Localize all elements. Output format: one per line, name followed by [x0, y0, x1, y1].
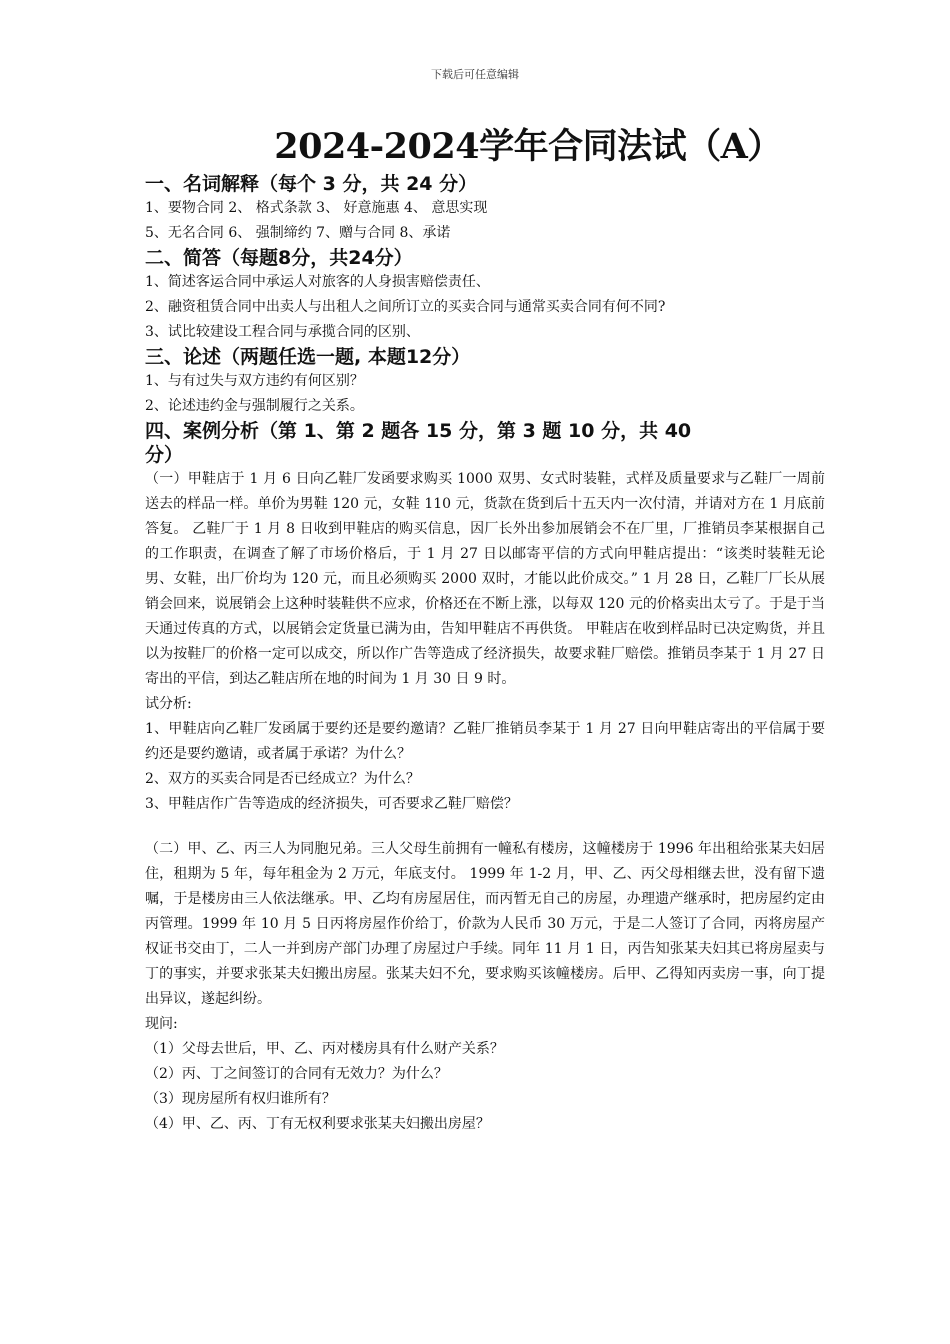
case-1-text: （一）甲鞋店于 1 月 6 日向乙鞋厂发函要求购买 1000 双男、女式时装鞋，式样及质量要求与乙鞋厂一周前送去的样品一样。单价为男鞋 120 元，女鞋 110 元，货款在货到后十五天内一次付清，并请对方在 1 月底前答复。 乙鞋厂于 1 月 8 日收到甲鞋店的购买信息，因厂长外出参加展销会不在厂里，厂推销员李某根据自己的工作职责，在调查了解了市场价格后，于 1 月 27 日以邮寄平信的方式向甲鞋店提出：“该类时装鞋无论男、女鞋，出厂价均为 120 元，而且必须购买 2000 双时，才能以此价成交。” 1 月 28 日，乙鞋厂厂长从展销会回来，说展销会上这种时装鞋供不应求，价格还在不断上涨，以每双 120 元的价格卖出太亏了。于是于当天通过传真的方式，以展销会定货量已满为由，告知甲鞋店不再供货。 甲鞋店在收到样品时已决定购货，并且以为按鞋厂的价格一定可以成交，所以作广告等造成了经济损失，故要求鞋厂赔偿。推销员李某于 1 月 27 日寄出的平信，到达乙鞋店所在地的时间为 1 月 30 日 9 时。	[145, 471, 825, 687]
header-note: 下载后可任意编辑	[431, 68, 519, 81]
case-2-text: （二）甲、乙、丙三人为同胞兄弟。三人父母生前拥有一幢私有楼房，这幢楼房于 1996 年出租给张某夫妇居住，租期为 5 年，每年租金为 2 万元，年底支付。 1999 年 1-2 月，甲、乙、丙父母相继去世，没有留下遗嘱，于是楼房由三人依法继承。甲、乙均有房屋居住，而丙暂无自己的房屋，办理遗产继承时，把房屋约定由丙管理。1999 年 10 月 5 日丙将房屋作价给丁，价款为人民币 30 万元，于是二人签订了合同，丙将房屋产权证书交由丁，二人一并到房产部门办理了房屋过户手续。同年 11 月 1 日，丙告知张某夫妇其已将房屋卖与丁的事实，并要求张某夫妇搬出房屋。张某夫妇不允，要求购买该幢楼房。后甲、乙得知丙卖房一事，向丁提出异议，遂起纠纷。	[145, 841, 825, 1007]
section-2-line: 2、融资租赁合同中出卖人与出租人之间所订立的买卖合同与通常买卖合同有何不同?	[145, 299, 666, 315]
section-4-heading: 四、案例分析（第 1、第 2 题各 15 分，第 3 题 10 分，共 40 分）	[145, 420, 692, 466]
section-2-heading: 二、简答（每题8分，共24分）	[145, 247, 413, 269]
case-2-prompt: 现问:	[145, 1016, 178, 1032]
page-title: 2024-2024学年合同法试（A）	[274, 126, 782, 167]
case-1-question: 2、双方的买卖合同是否已经成立？为什么？	[145, 771, 420, 787]
document-body	[145, 122, 825, 1137]
section-2-line: 3、试比较建设工程合同与承揽合同的区别、	[145, 324, 420, 340]
case-2-question: （4）甲、乙、丙、丁有无权利要求张某夫妇搬出房屋？	[145, 1116, 490, 1132]
case-1-prompt: 试分析:	[145, 696, 192, 712]
section-3-line: 1、与有过失与双方违约有何区别？	[145, 373, 364, 389]
section-3-line: 2、论述违约金与强制履行之关系。	[145, 398, 364, 414]
case-2-question: （1）父母去世后，甲、乙、丙对楼房具有什么财产关系？	[145, 1041, 504, 1057]
section-1-heading: 一、名词解释（每个 3 分，共 24 分）	[145, 173, 478, 195]
section-3-heading: 三、论述（两题任选一题, 本题12分）	[145, 346, 471, 368]
section-1-line: 5、无名合同 6、 强制缔约 7、赠与合同 8、承诺	[145, 225, 451, 241]
section-2-line: 1、简述客运合同中承运人对旅客的人身损害赔偿责任、	[145, 274, 490, 290]
case-1-question: 3、甲鞋店作广告等造成的经济损失，可否要求乙鞋厂赔偿？	[145, 796, 518, 812]
case-1-question: 1、甲鞋店向乙鞋厂发函属于要约还是要约邀请？乙鞋厂推销员李某于 1 月 27 日向甲鞋店寄出的平信属于要约还是要约邀请，或者属于承诺？为什么？	[145, 721, 825, 762]
section-1-line: 1、要物合同 2、 格式条款 3、 好意施惠 4、 意思实现	[145, 200, 488, 216]
spacer	[145, 817, 825, 837]
case-2-question: （2）丙、丁之间签订的合同有无效力？为什么？	[145, 1066, 448, 1082]
case-2-question: （3）现房屋所有权归谁所有？	[145, 1091, 336, 1107]
